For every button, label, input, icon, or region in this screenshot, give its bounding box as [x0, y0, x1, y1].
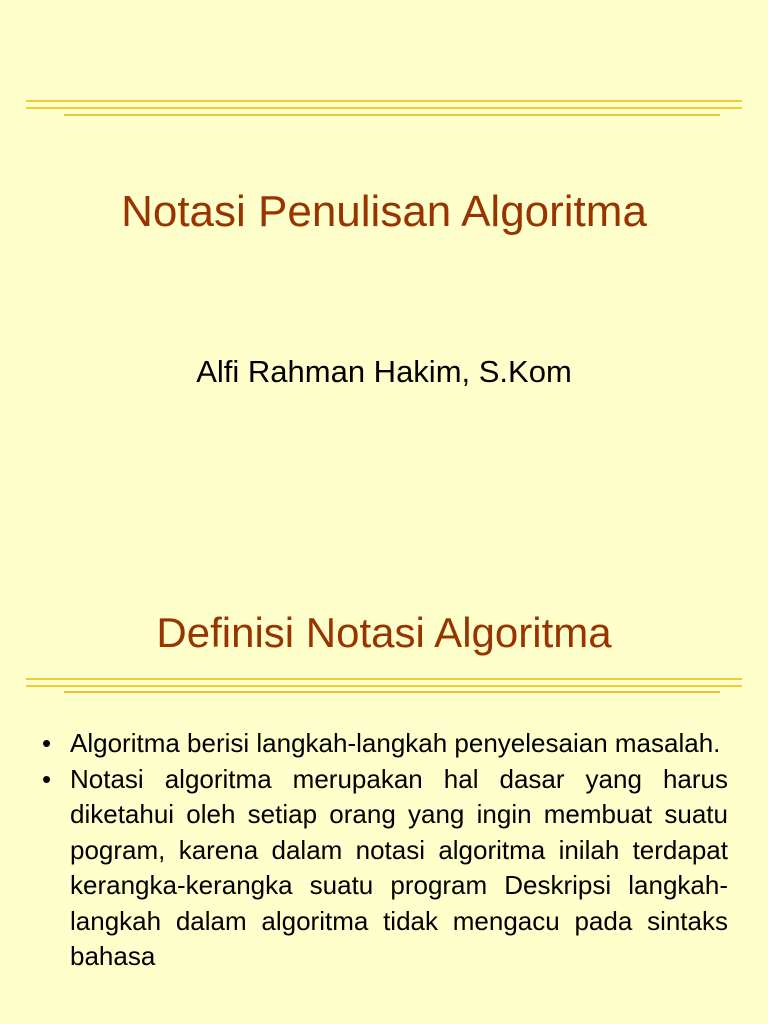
list-item — [40, 726, 728, 762]
bullet-list — [40, 726, 728, 975]
bullet-icon: • — [42, 728, 52, 758]
bullet-text: Algoritma berisi langkah-langkah penyelesaian masalah. — [70, 728, 721, 758]
bullet-text: Notasi algoritma merupakan hal dasar yang harus diketahui oleh setiap orang yang ingin membuat suatu pogram, karena dalam notasi algoritma inilah terdapat kerangka-kerangka suatu program Deskripsi langkah-langkah dalam algoritma tidak mengacu pada sintaks bahasa — [70, 763, 728, 971]
content-slide — [0, 568, 768, 1024]
decorative-rule — [64, 114, 720, 116]
bullet-icon: • — [42, 763, 52, 794]
decorative-rule — [26, 107, 742, 109]
list-item — [40, 762, 728, 975]
decorative-rule — [26, 685, 742, 687]
slide-title: Notasi Penulisan Algoritma — [121, 187, 647, 236]
decorative-rule — [64, 691, 720, 693]
slide-title: Definisi Notasi Algoritma — [156, 609, 612, 656]
decorative-rule — [26, 678, 742, 680]
decorative-rule — [26, 100, 742, 102]
author-name: Alfi Rahman Hakim, S.Kom — [196, 354, 572, 389]
